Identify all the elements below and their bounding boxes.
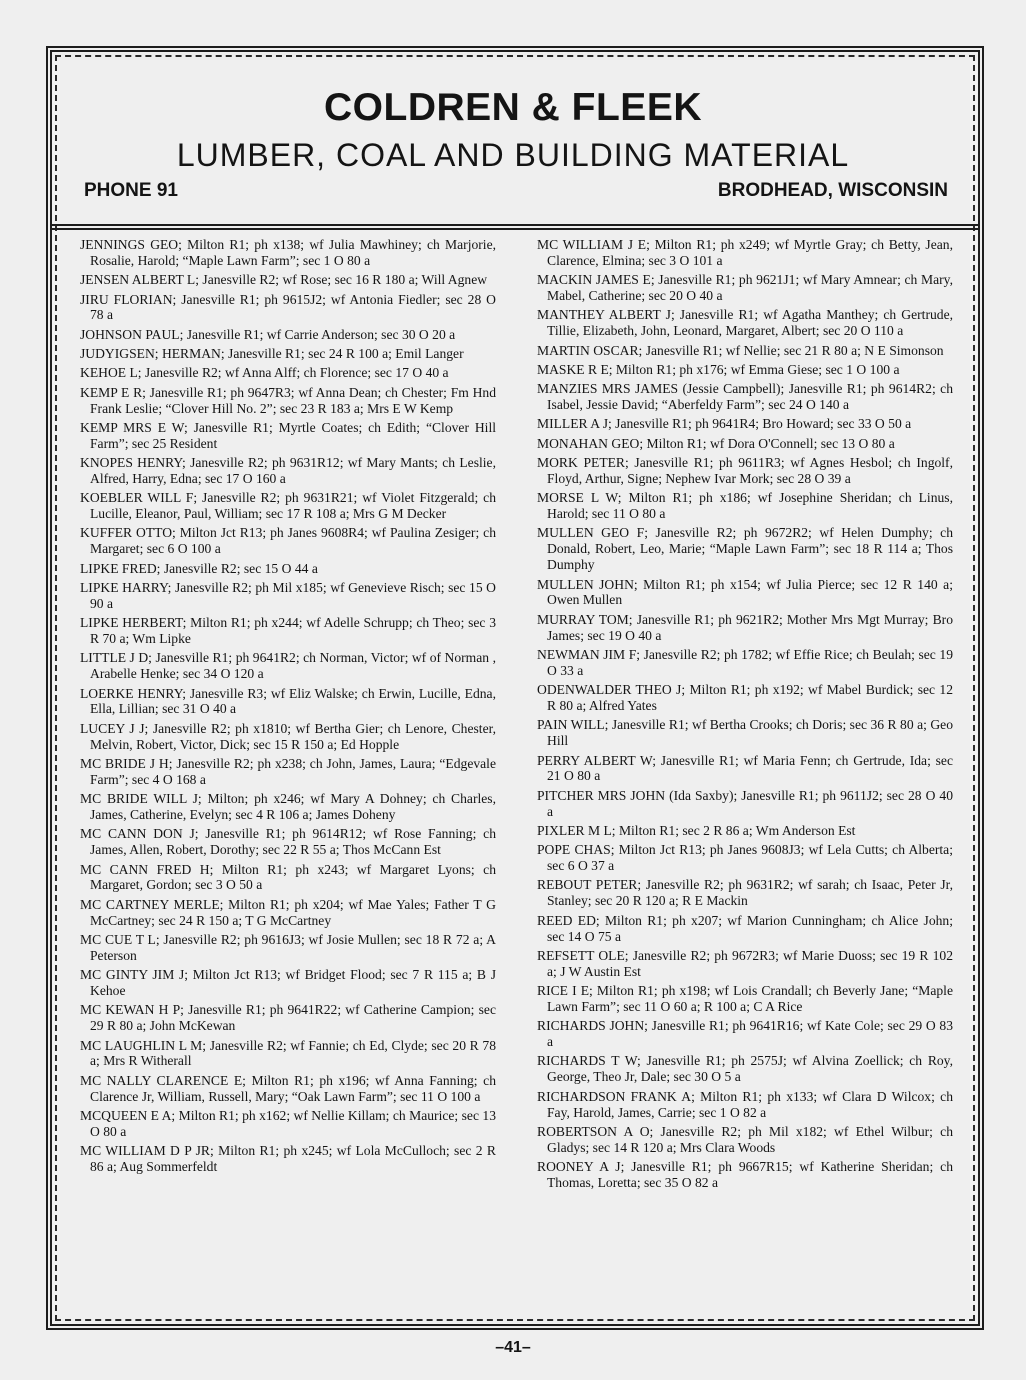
directory-entry: MC BRIDE J H; Janesville R2; ph x238; ch John, James, Laura; “Edgevale Farm”; sec 4 O 168 a bbox=[80, 755, 496, 787]
directory-entry: MACKIN JAMES E; Janesville R1; ph 9621J1; wf Mary Amnear; ch Mary, Mabel, Catherine; sec 20 O 40 a bbox=[537, 272, 953, 304]
directory-entry: RICHARDS T W; Janesville R1; ph 2575J; wf Alvina Zoellick; ch Roy, George, Theo Jr, Dale; sec 30 O 5 a bbox=[537, 1053, 953, 1085]
directory-entry: NEWMAN JIM F; Janesville R2; ph 1782; wf Effie Rice; ch Beulah; sec 19 O 33 a bbox=[537, 646, 953, 678]
directory-entry: LITTLE J D; Janesville R1; ph 9641R2; ch Norman, Victor; wf of Norman , Arabelle Henke; sec 34 O 120 a bbox=[80, 650, 496, 682]
directory-column-right bbox=[537, 237, 953, 1312]
directory-entry: ROBERTSON A O; Janesville R2; ph Mil x182; wf Ethel Wilbur; ch Gladys; sec 14 R 120 a; Mrs Clara Woods bbox=[537, 1123, 953, 1155]
directory-entry: MULLEN JOHN; Milton R1; ph x154; wf Julia Pierce; sec 12 R 140 a; Owen Mullen bbox=[537, 576, 953, 608]
directory-entry: MORSE L W; Milton R1; ph x186; wf Josephine Sheridan; ch Linus, Harold; sec 11 O 80 a bbox=[537, 490, 953, 522]
directory-entry: KEHOE L; Janesville R2; wf Anna Alff; ch Florence; sec 17 O 40 a bbox=[80, 365, 449, 381]
directory-entry: ODENWALDER THEO J; Milton R1; ph x192; wf Mabel Burdick; sec 12 R 80 a; Alfred Yates bbox=[537, 682, 953, 714]
company-location: BRODHEAD, WISCONSIN bbox=[717, 180, 948, 201]
directory-entry: JUDYIGSEN; HERMAN; Janesville R1; sec 24 R 100 a; Emil Langer bbox=[80, 346, 464, 361]
directory-entry: KOEBLER WILL F; Janesville R2; ph 9631R21; wf Violet Fitzgerald; ch Lucille, Eleanor, Paul, William; sec 17 R 108 a; Mrs G M Decker bbox=[80, 490, 496, 522]
advertisement-header bbox=[60, 62, 966, 222]
directory-entry: MONAHAN GEO; Milton R1; wf Dora O'Connell; sec 13 O 80 a bbox=[537, 435, 895, 451]
directory-entry: RICE I E; Milton R1; ph x198; wf Lois Crandall; ch Beverly Jane; “Maple Lawn Farm”; sec 11 O 60 a; R 100 a; C A Rice bbox=[537, 983, 953, 1014]
directory-entry: MC GINTY JIM J; Milton Jct R13; wf Bridget Flood; sec 7 R 115 a; B J Kehoe bbox=[80, 967, 496, 999]
directory-entry: PERRY ALBERT W; Janesville R1; wf Maria Fenn; ch Gertrude, Ida; sec 21 O 80 a bbox=[537, 752, 953, 784]
directory-entry: MC CANN DON J; Janesville R1; ph 9614R12; wf Rose Fanning; ch James, Allen, Robert, Dorothy; sec 22 R 55 a; Thos McCann Est bbox=[80, 826, 496, 858]
directory-entry: MC WILLIAM J E; Milton R1; ph x249; wf Myrtle Gray; ch Betty, Jean, Clarence, Elmina; sec 3 O 101 a bbox=[537, 237, 953, 268]
directory-entry: MILLER A J; Janesville R1; ph 9641R4; Bro Howard; sec 33 O 50 a bbox=[537, 416, 912, 432]
directory-entry: MCQUEEN E A; Milton R1; ph x162; wf Nellie Killam; ch Maurice; sec 13 O 80 a bbox=[80, 1107, 496, 1139]
directory-entry: MC CUE T L; Janesville R2; ph 9616J3; wf Josie Mullen; sec 18 R 72 a; A Peterson bbox=[80, 931, 496, 963]
directory-entry: JOHNSON PAUL; Janesville R1; wf Carrie Anderson; sec 30 O 20 a bbox=[80, 326, 456, 342]
directory-entry: KNOPES HENRY; Janesville R2; ph 9631R12; wf Mary Mants; ch Leslie, Alfred, Harry, Edna; sec 17 O 160 a bbox=[80, 455, 496, 486]
directory-entry: LIPKE HERBERT; Milton R1; ph x244; wf Adelle Schrupp; ch Theo; sec 3 R 70 a; Wm Lipke bbox=[80, 615, 496, 647]
directory-entry: PIXLER M L; Milton R1; sec 2 R 86 a; Wm Anderson Est bbox=[537, 822, 856, 838]
directory-entry: JENSEN ALBERT L; Janesville R2; wf Rose; sec 16 R 180 a; Will Agnew bbox=[80, 272, 488, 288]
directory-entry: REFSETT OLE; Janesville R2; ph 9672R3; wf Marie Duoss; sec 19 R 102 a; J W Austin Est bbox=[537, 947, 953, 979]
directory-entry: MC CANN FRED H; Milton R1; ph x243; wf Margaret Lyons; ch Margaret, Gordon; sec 3 O 50 a bbox=[80, 861, 496, 893]
directory-entry: RICHARDSON FRANK A; Milton R1; ph x133; wf Clara D Wilcox; ch Fay, Harold, James, Carrie; sec 1 O 82 a bbox=[537, 1088, 953, 1120]
directory-entry: LIPKE FRED; Janesville R2; sec 15 O 44 a bbox=[80, 560, 318, 576]
company-name: COLDREN & FLEEK bbox=[324, 86, 702, 129]
directory-entry: RICHARDS JOHN; Janesville R1; ph 9641R16; wf Kate Cole; sec 29 O 83 a bbox=[537, 1018, 953, 1050]
directory-entry: MC KEWAN H P; Janesville R1; ph 9641R22; wf Catherine Campion; sec 29 R 80 a; John McKewan bbox=[80, 1002, 496, 1034]
directory-entry: MANTHEY ALBERT J; Janesville R1; wf Agatha Manthey; ch Gertrude, Tillie, Elizabeth, John, Leonard, Margaret, Albert; sec 20 O 110 a bbox=[537, 307, 953, 339]
directory-column-left bbox=[80, 237, 496, 1312]
company-tagline: LUMBER, COAL AND BUILDING MATERIAL bbox=[176, 137, 850, 173]
directory-entry: MULLEN GEO F; Janesville R2; ph 9672R2; wf Helen Dumphy; ch Donald, Robert, Leo, Marie; “Maple Lawn Farm”; sec 18 R 114 a; Thos Dumphy bbox=[537, 525, 953, 573]
page-number: –41– bbox=[495, 1339, 531, 1356]
directory-entry: MC CARTNEY MERLE; Milton R1; ph x204; wf Mae Yales; Father T G McCartney; sec 24 R 150 a; T G McCartney bbox=[80, 896, 496, 928]
directory-entry: KEMP E R; Janesville R1; ph 9647R3; wf Anna Dean; ch Chester; Fm Hnd Frank Leslie; “Clover Hill No. 2”; sec 23 R 183 a; Mrs E W Kemp bbox=[80, 384, 496, 416]
directory-entry: JENNINGS GEO; Milton R1; ph x138; wf Julia Mawhiney; ch Marjorie, Rosalie, Harold; “Maple Lawn Farm”; sec 1 O 80 a bbox=[80, 237, 496, 268]
directory-entry: MARTIN OSCAR; Janesville R1; wf Nellie; sec 21 R 80 a; N E Simonson bbox=[537, 342, 944, 358]
directory-entry: MC BRIDE WILL J; Milton; ph x246; wf Mary A Dohney; ch Charles, James, Catherine, Evelyn; sec 4 R 106 a; James Doheny bbox=[80, 791, 496, 823]
directory-entry: KEMP MRS E W; Janesville R1; Myrtle Coates; ch Edith; “Clover Hill Farm”; sec 25 Resident bbox=[80, 419, 496, 451]
directory-entry: MASKE R E; Milton R1; ph x176; wf Emma Giese; sec 1 O 100 a bbox=[537, 361, 900, 377]
directory-entry: POPE CHAS; Milton Jct R13; ph Janes 9608J3; wf Lela Cutts; ch Alberta; sec 6 O 37 a bbox=[537, 842, 953, 874]
directory-entry: PAIN WILL; Janesville R1; wf Bertha Crooks; ch Doris; sec 36 R 80 a; Geo Hill bbox=[537, 717, 953, 749]
directory-entry: PITCHER MRS JOHN (Ida Saxby); Janesville R1; ph 9611J2; sec 28 O 40 a bbox=[537, 787, 953, 819]
directory-entry: REED ED; Milton R1; ph x207; wf Marion Cunningham; ch Alice John; sec 14 O 75 a bbox=[537, 912, 953, 944]
directory-entry: MC NALLY CLARENCE E; Milton R1; ph x196; wf Anna Fanning; ch Clarence Jr, William, Russell, Mary; “Oak Lawn Farm”; sec 11 O 100 a bbox=[80, 1072, 496, 1104]
directory-entry: MURRAY TOM; Janesville R1; ph 9621R2; Mother Mrs Mgt Murray; Bro James; sec 19 O 40 a bbox=[537, 611, 953, 643]
header-divider bbox=[52, 224, 978, 230]
directory-entry: LOERKE HENRY; Janesville R3; wf Eliz Walske; ch Erwin, Lucille, Edna, Ella, Lillian; sec 31 O 40 a bbox=[80, 685, 496, 717]
directory-entry: MANZIES MRS JAMES (Jessie Campbell); Janesville R1; ph 9614R2; ch Isabel, Jessie David; “Aberfeldy Farm”; sec 24 O 140 a bbox=[537, 381, 953, 413]
directory-entry: LIPKE HARRY; Janesville R2; ph Mil x185; wf Genevieve Risch; sec 15 O 90 a bbox=[80, 579, 496, 611]
directory-entry: LUCEY J J; Janesville R2; ph x1810; wf Bertha Gier; ch Lenore, Chester, Melvin, Robert, Victor, Dick; sec 15 R 150 a; Ed Hopple bbox=[80, 720, 496, 752]
directory-entry: ROONEY A J; Janesville R1; ph 9667R15; wf Katherine Sheridan; ch Thomas, Loretta; sec 35 O 82 a bbox=[537, 1159, 953, 1190]
company-phone: PHONE 91 bbox=[84, 180, 178, 201]
directory-entry: KUFFER OTTO; Milton Jct R13; ph Janes 9608R4; wf Paulina Zesiger; ch Margaret; sec 6 O 100 a bbox=[80, 525, 496, 557]
directory-entry: MORK PETER; Janesville R1; ph 9611R3; wf Agnes Hesbol; ch Ingolf, Floyd, Arthur, Signe; Nephew Ivar Mork; sec 28 O 39 a bbox=[537, 455, 953, 486]
directory-entry: REBOUT PETER; Janesville R2; ph 9631R2; wf sarah; ch Isaac, Peter Jr, Stanley; sec 20 R 120 a; R E Mackin bbox=[537, 877, 953, 909]
directory-entry: JIRU FLORIAN; Janesville R1; ph 9615J2; wf Antonia Fiedler; sec 28 O 78 a bbox=[80, 291, 496, 323]
directory-entry: MC WILLIAM D P JR; Milton R1; ph x245; wf Lola McCulloch; sec 2 R 86 a; Aug Sommerfeldt bbox=[80, 1143, 496, 1175]
directory-entry: MC LAUGHLIN L M; Janesville R2; wf Fannie; ch Ed, Clyde; sec 20 R 78 a; Mrs R Witherall bbox=[80, 1037, 496, 1069]
